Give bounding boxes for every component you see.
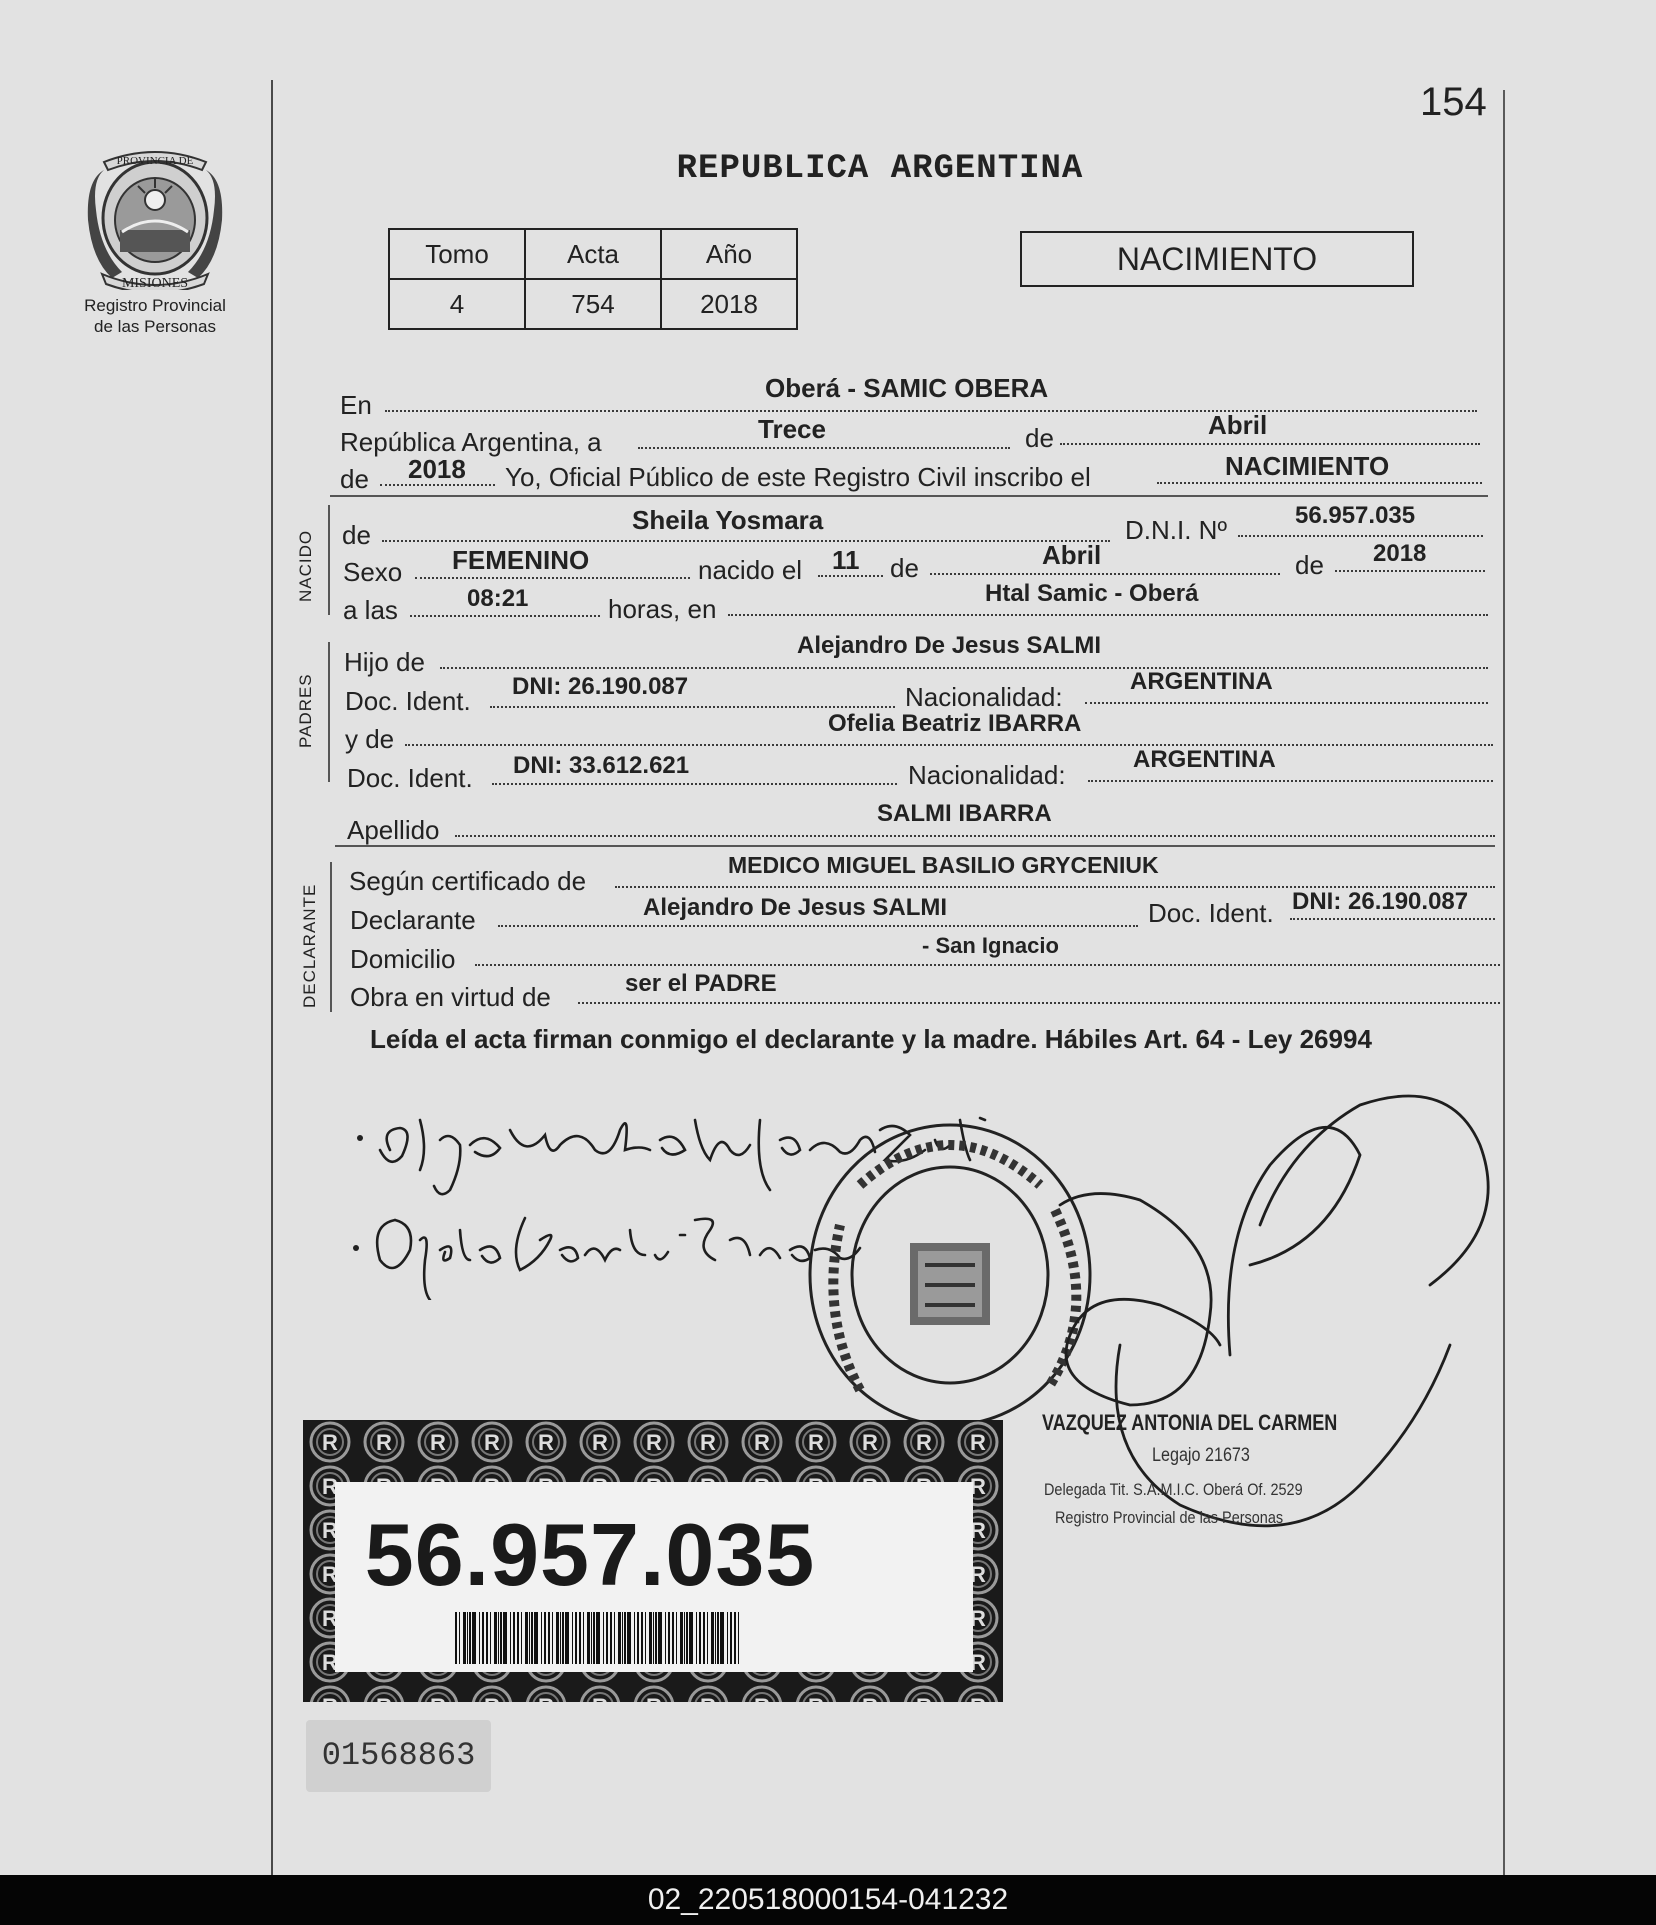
value-lugar: Oberá - SAMIC OBERA xyxy=(765,373,1049,403)
official-org: Registro Provincial de las Personas xyxy=(1055,1508,1284,1527)
label-doc-ident: Doc. Ident. xyxy=(347,763,473,793)
section-label-declarante: DECLARANTE xyxy=(300,883,319,1008)
label-horas-en: horas, en xyxy=(608,594,717,624)
registry-line-2: de las Personas xyxy=(94,317,216,336)
section-separator xyxy=(335,845,1495,847)
label-republica: República Argentina, a xyxy=(340,427,602,457)
registry-line-1: Registro Provincial xyxy=(84,296,226,315)
label-hijo-de: Hijo de xyxy=(344,647,425,677)
control-number: 01568863 xyxy=(306,1720,491,1792)
label-apellido: Apellido xyxy=(347,815,440,845)
value-declarante-dni: DNI: 26.190.087 xyxy=(1292,888,1469,915)
label-nacionalidad: Nacionalidad: xyxy=(908,760,1066,790)
dotted-line xyxy=(405,744,1493,746)
value-domicilio: - San Ignacio xyxy=(922,933,1059,958)
label-doc-ident: Doc. Ident. xyxy=(345,686,471,716)
misiones-coat-of-arms-icon xyxy=(82,140,228,290)
record-table-header: Año xyxy=(661,229,797,279)
record-table-header: Tomo xyxy=(389,229,525,279)
value-madre-dni: DNI: 33.612.621 xyxy=(513,752,690,779)
value-inscripcion: NACIMIENTO xyxy=(1225,451,1390,481)
dotted-line xyxy=(1085,702,1488,704)
label-en: En xyxy=(340,390,372,420)
official-name: VAZQUEZ ANTONIA DEL CARMEN xyxy=(1042,1410,1338,1435)
record-table-header-row xyxy=(389,229,797,279)
label-nacionalidad: Nacionalidad: xyxy=(905,682,1063,712)
dotted-line xyxy=(382,540,1110,542)
section-label-padres: PADRES xyxy=(296,673,315,748)
value-padre-nac: ARGENTINA xyxy=(1130,668,1273,695)
value-hora: 08:21 xyxy=(467,585,529,612)
label-doc-ident: Doc. Ident. xyxy=(1148,898,1274,928)
value-declarante: Alejandro De Jesus SALMI xyxy=(643,894,948,921)
sticker-label xyxy=(335,1482,973,1672)
left-margin-rule xyxy=(271,80,273,1875)
dotted-line xyxy=(1290,918,1495,920)
dotted-line xyxy=(1157,482,1482,484)
scan-footer: 02_220518000154-041232 xyxy=(0,1875,1656,1925)
barcode-icon xyxy=(455,1612,745,1664)
dotted-line xyxy=(475,964,1500,966)
dotted-line xyxy=(930,573,1280,575)
label-sexo: Sexo xyxy=(343,557,403,587)
record-table-value-row xyxy=(389,279,797,329)
section-separator xyxy=(330,495,1488,497)
dotted-line xyxy=(578,1002,1500,1004)
label-a-las: a las xyxy=(343,595,398,625)
dotted-line xyxy=(728,614,1488,616)
dotted-line xyxy=(1238,535,1483,537)
dotted-line xyxy=(1060,443,1480,445)
value-padre-dni: DNI: 26.190.087 xyxy=(512,673,689,700)
label-de: de xyxy=(890,553,919,583)
label-declarante: Declarante xyxy=(350,905,476,935)
label-obra: Obra en virtud de xyxy=(350,982,551,1012)
value-nac-mes: Abril xyxy=(1042,540,1102,570)
section-bracket xyxy=(328,642,330,782)
value-dni: 56.957.035 xyxy=(1295,502,1416,529)
value-nac-anio: 2018 xyxy=(1373,540,1427,567)
dotted-line xyxy=(1088,780,1493,782)
section-bracket xyxy=(328,505,330,615)
value-mes: Abril xyxy=(1208,410,1268,440)
dotted-line xyxy=(455,835,1495,837)
label-nacido-el: nacido el xyxy=(698,555,803,585)
dotted-line xyxy=(1335,570,1485,572)
record-table-header: Acta xyxy=(525,229,661,279)
value-nac-dia: 11 xyxy=(832,545,860,575)
value-anio: 2018 xyxy=(408,454,466,484)
value-sexo: FEMENINO xyxy=(452,545,590,575)
dotted-line xyxy=(415,577,690,579)
logo-bottom-text: MISIONES xyxy=(121,276,189,290)
section-label-nacido: NACIDO xyxy=(296,529,315,602)
dotted-line xyxy=(440,667,1488,669)
label-domicilio: Domicilio xyxy=(350,944,456,974)
label-de: de xyxy=(342,520,371,550)
logo-top-text: PROVINCIA DE xyxy=(116,155,194,167)
label-yo-oficial: Yo, Oficial Público de este Registro Civil inscribo el xyxy=(505,462,1091,492)
right-margin-rule xyxy=(1503,90,1505,1875)
dni-security-sticker xyxy=(303,1420,1003,1702)
label-dni-no: D.N.I. Nº xyxy=(1125,515,1227,545)
section-bracket xyxy=(330,862,332,1012)
dotted-line xyxy=(498,925,1138,927)
value-nombre: Sheila Yosmara xyxy=(632,505,824,535)
dotted-line xyxy=(385,410,1477,412)
dotted-line xyxy=(638,447,1010,449)
record-table-cell: 4 xyxy=(389,279,525,329)
page-number: 154 xyxy=(1420,80,1487,124)
value-lugar-nac: Htal Samic - Oberá xyxy=(985,580,1199,607)
label-de: de xyxy=(340,464,369,494)
dotted-line xyxy=(410,615,600,617)
label-segun: Según certificado de xyxy=(349,866,587,896)
registry-name xyxy=(60,295,250,337)
dotted-line xyxy=(490,706,895,708)
value-dia: Trece xyxy=(758,414,826,444)
record-table-cell: 2018 xyxy=(661,279,797,329)
record-table xyxy=(388,228,798,330)
value-certificado: MEDICO MIGUEL BASILIO GRYCENIUK xyxy=(728,852,1159,878)
dotted-line xyxy=(492,783,897,785)
document-title: REPUBLICA ARGENTINA xyxy=(676,150,1084,188)
value-apellido: SALMI IBARRA xyxy=(877,800,1052,827)
label-y-de: y de xyxy=(345,724,395,754)
official-role: Delegada Tit. S.A.M.I.C. Oberá Of. 2529 xyxy=(1044,1480,1303,1499)
record-table-cell: 754 xyxy=(525,279,661,329)
official-legajo: Legajo 21673 xyxy=(1152,1445,1250,1466)
label-de: de xyxy=(1295,550,1324,580)
value-padre: Alejandro De Jesus SALMI xyxy=(797,632,1102,659)
value-obra: ser el PADRE xyxy=(625,970,777,997)
record-type-box: NACIMIENTO xyxy=(1020,231,1414,287)
sticker-number: 56.957.035 xyxy=(364,1505,816,1604)
value-madre-nac: ARGENTINA xyxy=(1133,746,1276,773)
value-madre: Ofelia Beatriz IBARRA xyxy=(828,710,1082,737)
label-de: de xyxy=(1025,423,1054,453)
closing-statement: Leída el acta firman conmigo el declarante y la madre. Hábiles Art. 64 - Ley 26994 xyxy=(370,1024,1372,1054)
